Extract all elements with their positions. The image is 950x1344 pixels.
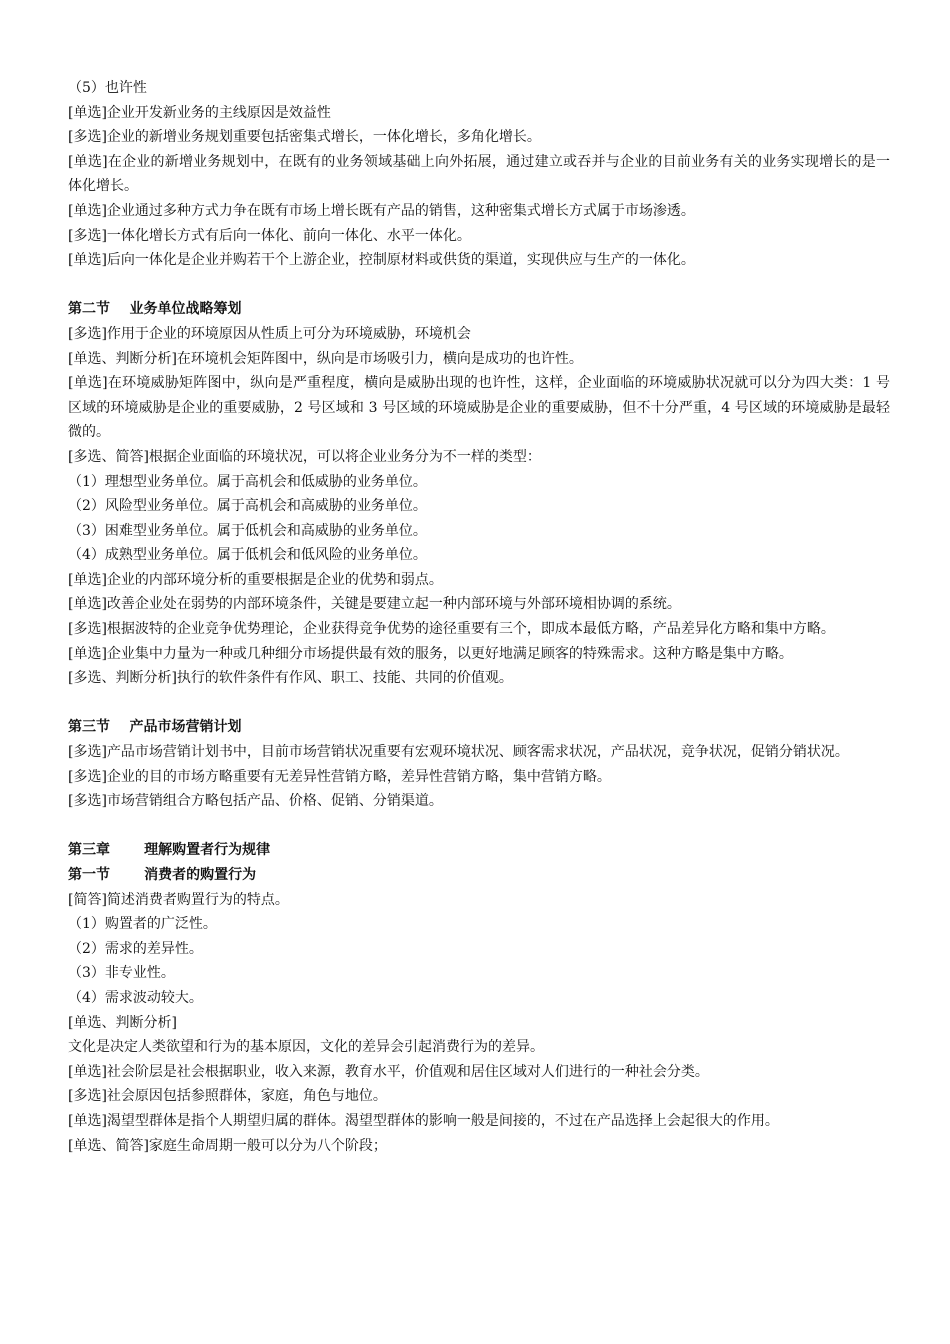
text-line: [单选]企业的内部环境分析的重要根据是企业的优势和弱点。 xyxy=(68,571,443,588)
text-line: [单选、判断分析] xyxy=(68,1014,177,1031)
list-item: （3）困难型业务单位。属于低机会和高威胁的业务单位。 xyxy=(68,522,427,539)
text-line: [单选]社会阶层是社会根据职业，收入来源，教育水平，价值观和居住区域对人们进行的一种社会分类。 xyxy=(68,1063,709,1080)
text-paragraph: [单选]企业集中力量为一种或几种细分市场提供最有效的服务，以更好地满足顾客的特殊需求。这种方略是集中方略。 xyxy=(68,645,793,662)
text-line: [单选、判断分析]在环境机会矩阵图中，纵向是市场吸引力，横向是成功的也许性。 xyxy=(68,350,583,367)
text-line: [多选]一体化增长方式有后向一体化、前向一体化、水平一体化。 xyxy=(68,227,471,244)
text-line: [多选]市场营销组合方略包括产品、价格、促销、分销渠道。 xyxy=(68,793,443,810)
section-heading: 第一节 消费者的购置行为 xyxy=(68,867,257,883)
section-heading: 第三节 产品市场营销计划 xyxy=(68,719,242,736)
text-line: 文化是决定人类欲望和行为的基本原因，文化的差异会引起消费行为的差异。 xyxy=(68,1039,544,1056)
spacer xyxy=(68,814,890,839)
list-item: （4）需求波动较大。 xyxy=(68,989,203,1006)
text-line: [多选、判断分析]执行的软件条件有作风、职工、技能、共同的价值观。 xyxy=(68,670,513,687)
text-line: [多选]企业的目的市场方略重要有无差异性营销方略，差异性营销方略，集中营销方略。 xyxy=(68,768,611,785)
text-line: [单选]企业开发新业务的主线原因是效益性 xyxy=(68,104,331,121)
text-line: [简答]简述消费者购置行为的特点。 xyxy=(68,891,289,908)
list-item: （2）需求的差异性。 xyxy=(68,940,203,957)
list-item: （1）购置者的广泛性。 xyxy=(68,916,217,933)
list-item: （4）成熟型业务单位。属于低机会和低风险的业务单位。 xyxy=(68,547,427,564)
text-line: [多选]企业的新增业务规划重要包括密集式增长，一体化增长，多角化增长。 xyxy=(68,129,541,146)
text-paragraph: [单选]在环境威胁矩阵图中，纵向是严重程度，横向是威胁出现的也许性，这样，企业面临的环境威胁状况就可以分为四大类：1 号区域的环境威胁是企业的重要威胁，2 号区域和 3 号区域的环境威胁是企业的重要威胁，但不十分严重，4 号区域的环境威胁是最轻微的。 xyxy=(68,375,890,441)
text-line: [多选]社会原因包括参照群体，家庭，角色与地位。 xyxy=(68,1088,387,1105)
chapter-heading: 第三章 理解购置者行为规律 xyxy=(68,842,271,859)
text-paragraph: [单选]在企业的新增业务规划中，在既有的业务领域基础上向外拓展，通过建立或吞并与企业的目前业务有关的业务实现增长的是一体化增长。 xyxy=(68,153,890,195)
text-line: [多选、简答]根据企业面临的环境状况，可以将企业业务分为不一样的类型： xyxy=(68,448,541,465)
list-item: （2）风险型业务单位。属于高机会和高威胁的业务单位。 xyxy=(68,498,427,515)
list-item: （3）非专业性。 xyxy=(68,965,175,982)
text-line: [单选、简答]家庭生命周期一般可以分为八个阶段； xyxy=(68,1137,387,1154)
section-heading: 第二节 业务单位战略筹划 xyxy=(68,301,242,318)
text-line: [多选]作用于企业的环境原因从性质上可分为环境威胁，环境机会 xyxy=(68,325,471,342)
text-line: （5）也许性 xyxy=(68,80,147,96)
document-page xyxy=(68,76,890,1158)
text-line: [单选]后向一体化是企业并购若干个上游企业，控制原材料或供货的渠道，实现供应与生产的一体化。 xyxy=(68,252,695,269)
text-paragraph: [多选]根据波特的企业竞争优势理论，企业获得竞争优势的途径重要有三个，即成本最低方略，产品差异化方略和集中方略。 xyxy=(68,621,835,638)
spacer xyxy=(68,273,890,298)
spacer xyxy=(68,691,890,716)
list-item: （1）理想型业务单位。属于高机会和低威胁的业务单位。 xyxy=(68,473,427,490)
text-paragraph: [多选]产品市场营销计划书中，目前市场营销状况重要有宏观环境状况、顾客需求状况，产品状况，竞争状况，促销分销状况。 xyxy=(68,744,849,761)
text-line: [单选]改善企业处在弱势的内部环境条件，关键是要建立起一种内部环境与外部环境相协调的系统。 xyxy=(68,596,681,613)
text-paragraph: [单选]渴望型群体是指个人期望归属的群体。渴望型群体的影响一般是间接的，不过在产品选择上会起很大的作用。 xyxy=(68,1112,779,1129)
text-line: [单选]企业通过多种方式力争在既有市场上增长既有产品的销售，这种密集式增长方式属于市场渗透。 xyxy=(68,202,695,219)
